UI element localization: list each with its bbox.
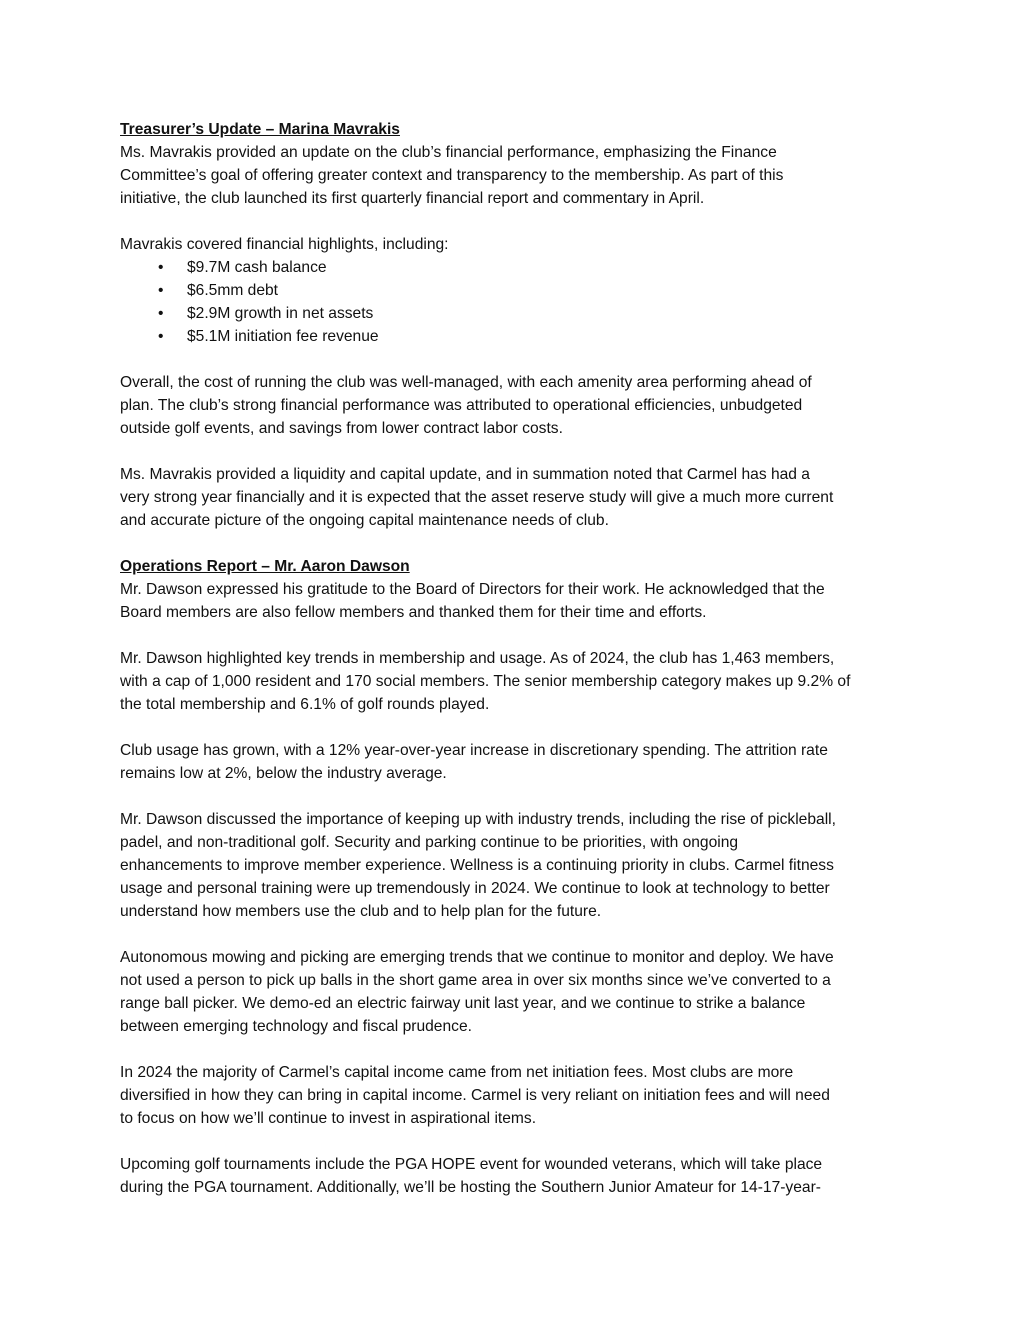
bullet-icon: • <box>158 282 164 299</box>
financial-highlights-list <box>120 256 910 348</box>
highlight-text: $5.1M initiation fee revenue <box>187 328 379 345</box>
operations-section <box>120 555 910 1199</box>
industry-trends-paragraph: Mr. Dawson discussed the importance of keeping up with industry trends, including the rise of pickleball, padel, and non-traditional golf. Security and parking continue to be priorities, with ongoing enhancements to improve member experience. Wellness is a continuing priority in clubs. Carmel fitness usage and personal training were up tremendously in 2024. We continue to look at technology to better understand how members use the club and to help plan for the future. <box>120 811 836 920</box>
highlight-text: $2.9M growth in net assets <box>187 305 374 322</box>
highlight-text: $6.5mm debt <box>187 282 279 299</box>
list-item <box>120 279 910 302</box>
operations-heading: Operations Report – Mr. Aaron Dawson <box>120 558 410 575</box>
club-usage-paragraph: Club usage has grown, with a 12% year-over-year increase in discretionary spending. The attrition rate remains low at 2%, below the industry average. <box>120 742 828 782</box>
treasurer-heading: Treasurer’s Update – Marina Mavrakis <box>120 121 400 138</box>
autonomous-mowing-paragraph: Autonomous mowing and picking are emerging trends that we continue to monitor and deploy. We have not used a person to pick up balls in the short game area in over six months since we’ve converted to a range ball picker. We demo-ed an electric fairway unit last year, and we continue to strike a balance between emerging technology and fiscal prudence. <box>120 949 834 1035</box>
bullet-icon: • <box>158 259 164 276</box>
membership-trends-paragraph: Mr. Dawson highlighted key trends in membership and usage. As of 2024, the club has 1,463 members, with a cap of 1,000 resident and 170 social members. The senior membership category makes up 9.2% of the total membership and 6.1% of golf rounds played. <box>120 650 851 713</box>
overall-paragraph: Overall, the cost of running the club was well-managed, with each amenity area performing ahead of plan. The club’s strong financial performance was attributed to operational efficiencies, unbudgeted outside golf events, and savings from lower contract labor costs. <box>120 374 812 437</box>
list-item <box>120 325 910 348</box>
list-item <box>120 302 910 325</box>
treasurer-intro-paragraph: Ms. Mavrakis provided an update on the club’s financial performance, emphasizing the Finance Committee’s goal of offering greater context and transparency to the membership. As part of this initiative, the club launched its first quarterly financial report and commentary in April. <box>120 144 784 207</box>
liquidity-paragraph: Ms. Mavrakis provided a liquidity and capital update, and in summation noted that Carmel has had a very strong year financially and it is expected that the asset reserve study will give a much more current and accurate picture of the ongoing capital maintenance needs of club. <box>120 466 834 529</box>
treasurer-section <box>120 118 910 532</box>
document-page <box>120 118 910 1199</box>
bullet-icon: • <box>158 305 164 322</box>
capital-income-paragraph: In 2024 the majority of Carmel’s capital income came from net initiation fees. Most clubs are more diversified in how they can bring in capital income. Carmel is very reliant on initiation fees and will need to focus on how we’ll continue to invest in aspirational items. <box>120 1064 830 1127</box>
highlight-text: $9.7M cash balance <box>187 259 327 276</box>
bullet-icon: • <box>158 328 164 345</box>
list-item <box>120 256 910 279</box>
gratitude-paragraph: Mr. Dawson expressed his gratitude to the Board of Directors for their work. He acknowledged that the Board members are also fellow members and thanked them for their time and efforts. <box>120 581 825 621</box>
tournaments-paragraph: Upcoming golf tournaments include the PGA HOPE event for wounded veterans, which will take place during the PGA tournament. Additionally, we’ll be hosting the Southern Junior Amateur for 14-17-year- <box>120 1156 823 1196</box>
highlights-intro: Mavrakis covered financial highlights, including: <box>120 236 449 253</box>
